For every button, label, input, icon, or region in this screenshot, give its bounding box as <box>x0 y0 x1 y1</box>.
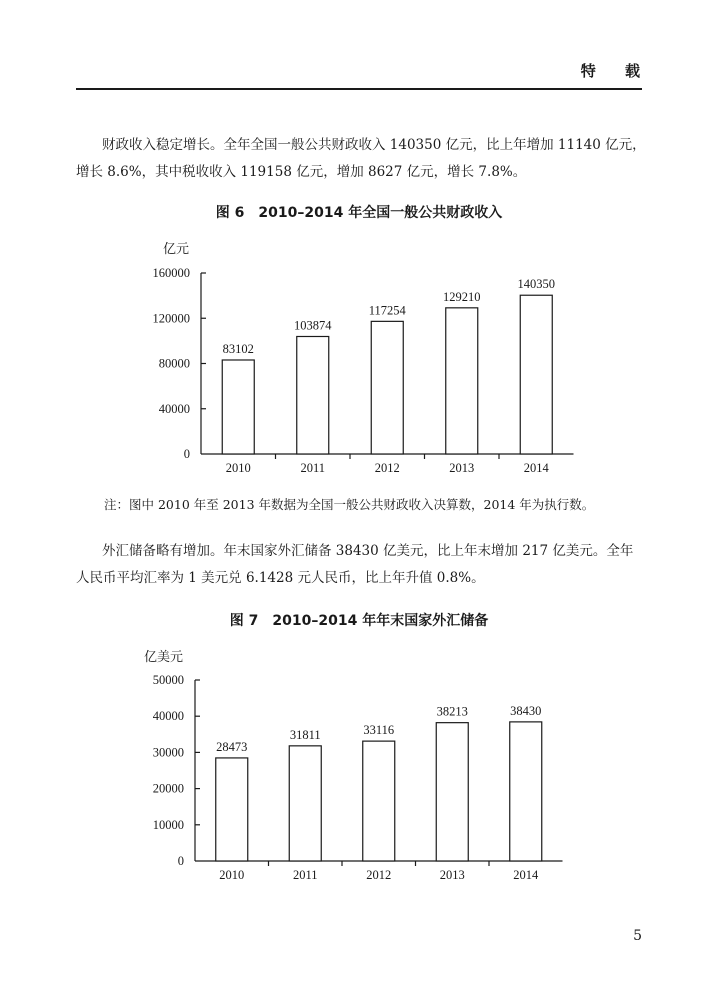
x-tick-label: 2013 <box>449 461 475 475</box>
bar-value-label: 83102 <box>222 341 254 356</box>
x-tick-label: 2010 <box>219 868 245 882</box>
bar-2014 <box>520 295 552 454</box>
paragraph-fiscal-revenue: 财政收入稳定增长。全年全国一般公共财政收入 140350 亿元，比上年增加 11140 亿元，增长 8.6%，其中税收收入 119158 亿元，增加 8627 亿元，增长 7.8%。 <box>76 137 646 180</box>
x-tick-label: 2012 <box>366 868 392 882</box>
bar-2013 <box>446 308 478 454</box>
y-tick-label: 40000 <box>158 401 190 416</box>
y-tick-label: 0 <box>177 854 184 868</box>
bar-value-label: 31811 <box>289 727 321 742</box>
bar-2010 <box>216 758 248 861</box>
header-rule <box>76 88 642 90</box>
x-tick-label: 2014 <box>513 868 539 882</box>
bar-value-label: 129210 <box>443 289 481 304</box>
figure-7-number: 图 7 <box>229 613 259 629</box>
x-tick-label: 2012 <box>374 461 400 475</box>
bar-2011 <box>289 746 321 861</box>
bar-value-label: 38213 <box>436 704 468 719</box>
y-tick-label: 80000 <box>158 356 190 371</box>
bar-2010 <box>222 360 254 454</box>
figure-7-title <box>76 610 642 630</box>
paragraph-fx-reserves: 外汇储备略有增加。年末国家外汇储备 38430 亿美元，比上年末增加 217 亿美元。全年人民币平均汇率为 1 美元兑 6.1428 元人民币，比上年升值 0.8%。 <box>76 543 634 586</box>
bar-value-label: 117254 <box>368 303 406 318</box>
y-tick-label: 40000 <box>152 709 184 724</box>
x-tick-label: 2011 <box>300 461 326 475</box>
x-tick-label: 2010 <box>225 461 251 475</box>
y-tick-label: 160000 <box>152 266 190 280</box>
y-tick-label: 50000 <box>152 673 184 687</box>
x-tick-label: 2013 <box>439 868 465 882</box>
figure-7-caption: 2010–2014 年年末国家外汇储备 <box>272 613 489 629</box>
bar-value-label: 28473 <box>216 739 248 754</box>
y-tick-label: 30000 <box>152 745 184 760</box>
y-axis-unit-label: 亿美元 <box>144 649 184 664</box>
x-tick-label: 2014 <box>523 461 549 475</box>
x-tick-label: 2011 <box>292 868 318 882</box>
figure-6-note: 注：图中 2010 年至 2013 年数据为全国一般公共财政收入决算数，2014 年为执行数。 <box>104 497 595 512</box>
y-tick-label: 20000 <box>152 781 184 796</box>
figure-6-title <box>76 202 642 222</box>
y-tick-label: 0 <box>183 447 190 461</box>
figure-6-caption: 2010–2014 年全国一般公共财政收入 <box>258 205 503 221</box>
figure-6-number: 图 6 <box>215 205 245 221</box>
page-number: 5 <box>633 928 642 944</box>
bar-value-label: 38430 <box>510 703 542 718</box>
bar-2012 <box>363 741 395 861</box>
bar-2011 <box>297 336 329 454</box>
bar-2012 <box>371 321 403 454</box>
section-header-title: 特 载 <box>580 62 652 80</box>
bar-2013 <box>436 723 468 861</box>
bar-2014 <box>510 722 542 861</box>
fx-reserves-chart <box>0 640 718 890</box>
y-axis-unit-label: 亿元 <box>163 241 190 256</box>
y-tick-label: 120000 <box>152 311 190 326</box>
bar-value-label: 103874 <box>294 318 332 333</box>
y-tick-label: 10000 <box>152 817 184 832</box>
bar-value-label: 33116 <box>363 723 395 738</box>
fiscal-revenue-chart <box>0 230 718 480</box>
bar-value-label: 140350 <box>517 277 555 292</box>
